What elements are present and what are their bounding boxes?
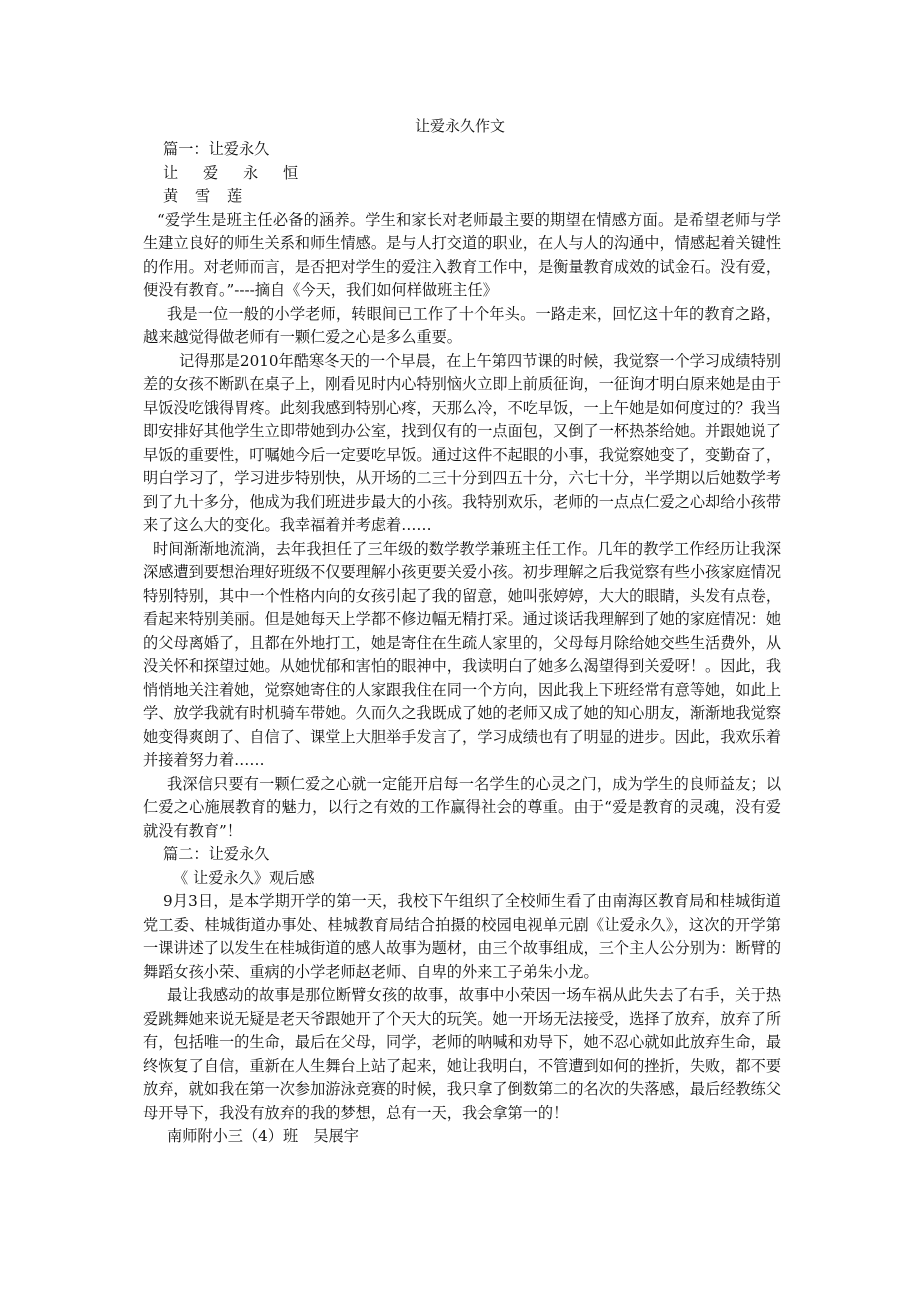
signature-line: 南师附小三（4）班 吴展宇 (167, 1127, 359, 1145)
section1-heading: 篇一：让爱永久 (163, 140, 270, 158)
paragraph-story-1: 记得那是2010年酷寒冬天的一个早晨，在上午第四节课的时候，我觉察一个学习成绩特别差的女孩不断趴在桌子上，刚看见时内心特别恼火立即上前质征询，一征询才明白原来她是由于早饭没吃饿得胃疼。此刻我感到特别心疼，天那么冷，不吃早饭，一上午她是如何度过的？我当即安排好其他学生立即带她到办公室，找到仅有的一点面包，又倒了一杯热茶给她。并跟她说了早饭的重要性，叮嘱她今后一定要吃早饭。通过这件不起眼的小事，我觉察她变了，变勤奋了，明白学习了，学习进步特别快，从开场的二三十分到四五十分，六七十分，半学期以后她数学考到了九十多分，他成为我们班进步最大的小孩。我特别欢乐，老师的一点点仁爱之心却给小孩带来了这么大的变化。我幸福着并考虑着…… (143, 351, 781, 534)
document-body (143, 138, 781, 1149)
paragraph-section2-body: 最让我感动的故事是那位断臂女孩的故事，故事中小荣因一场车祸从此失去了右手，关于热爱跳舞她来说无疑是老天爷跟她开了个天大的玩笑。她一开场无法接受，选择了放弃，放弃了所有，包括唯一的生命，最后在父母，同学，老师的呐喊和劝导下，她不忍心就如此放弃生命，最终恢复了自信，重新在人生舞台上站了起来，她让我明白，不管遭到如何的挫折，失败，都不要放弃，就如我在第一次参加游泳竞赛的时候，我只拿了倒数第二的名次的失落感，最后经教练父母开导下，我没有放弃的我的梦想，总有一天，我会拿第一的！ (143, 986, 781, 1122)
paragraph-conclusion: 我深信只要有一颗仁爱之心就一定能开启每一名学生的心灵之门，成为学生的良师益友；以仁爱之心施展教育的魅力，以行之有效的工作赢得社会的尊重。由于“爱是教育的灵魂，没有爱就没有教育”！ (143, 774, 781, 840)
document-title: 让爱永久作文 (414, 117, 505, 135)
section2-subtitle: 《 让爱永久》观后感 (173, 868, 315, 887)
section1-author: 黄 雪 莲 (163, 187, 249, 205)
section1-subtitle: 让 爱 永 恒 (163, 163, 309, 182)
paragraph-intro: 我是一位一般的小学老师，转眼间已工作了十个年头。一路走来，回忆这十年的教育之路，越来越觉得做老师有一颗仁爱之心是多么重要。 (143, 304, 781, 346)
paragraph-section2-intro: 9月3日，是本学期开学的第一天，我校下午组织了全校师生看了由南海区教育局和桂城街道党工委、桂城街道办事处、桂城教育局结合拍摄的校园电视单元剧《让爱永久》，这次的开学第一课讲述了以发生在桂城街道的感人故事为题材，由三个故事组成，三个主人公分别为：断臂的舞蹈女孩小荣、重病的小学老师赵老师、自卑的外来工子弟朱小龙。 (143, 892, 781, 981)
paragraph-story-2: 时间渐渐地流淌，去年我担任了三年级的数学教学兼班主任工作。几年的教学工作经历让我深深感遭到要想治理好班级不仅要理解小孩更要关爱小孩。初步理解之后我觉察有些小孩家庭情况特别特别，其中一个性格内向的女孩引起了我的留意，她叫张婷婷，大大的眼睛，头发有点卷，看起来特别美丽。但是她每天上学都不修边幅无精打采。通过谈话我理解到了她的家庭情况：她的父母离婚了，且都在外地打工，她是寄住在生疏人家里的，父母每月除给她交些生活费外，从没关怀和探望过她。从她忧郁和害怕的眼神中，我读明白了她多么渴望得到关爱呀！。因此，我悄悄地关注着她，觉察她寄住的人家跟我住在同一个方向，因此我上下班经常有意等她，如此上学、放学我就有时机骑车带她。久而久之我既成了她的老师又成了她的知心朋友，渐渐地我觉察她变得爽朗了、自信了、课堂上大胆举手发言了，学习成绩也有了明显的进步。因此，我欢乐着并接着努力着…… (143, 539, 781, 769)
paragraph-quote: “爱学生是班主任必备的涵养。学生和家长对老师最主要的期望在情感方面。是希望老师与学生建立良好的师生关系和师生情感。是与人打交道的职业，在人与人的沟通中，情感起着关键性的作用。对老师而言，是否把对学生的爱注入教育工作中，是衡量教育成效的试金石。没有爱，便没有教育。”----摘自《今天，我们如何样做班主任》 (143, 210, 781, 299)
section2-heading: 篇二：让爱永久 (163, 845, 270, 863)
